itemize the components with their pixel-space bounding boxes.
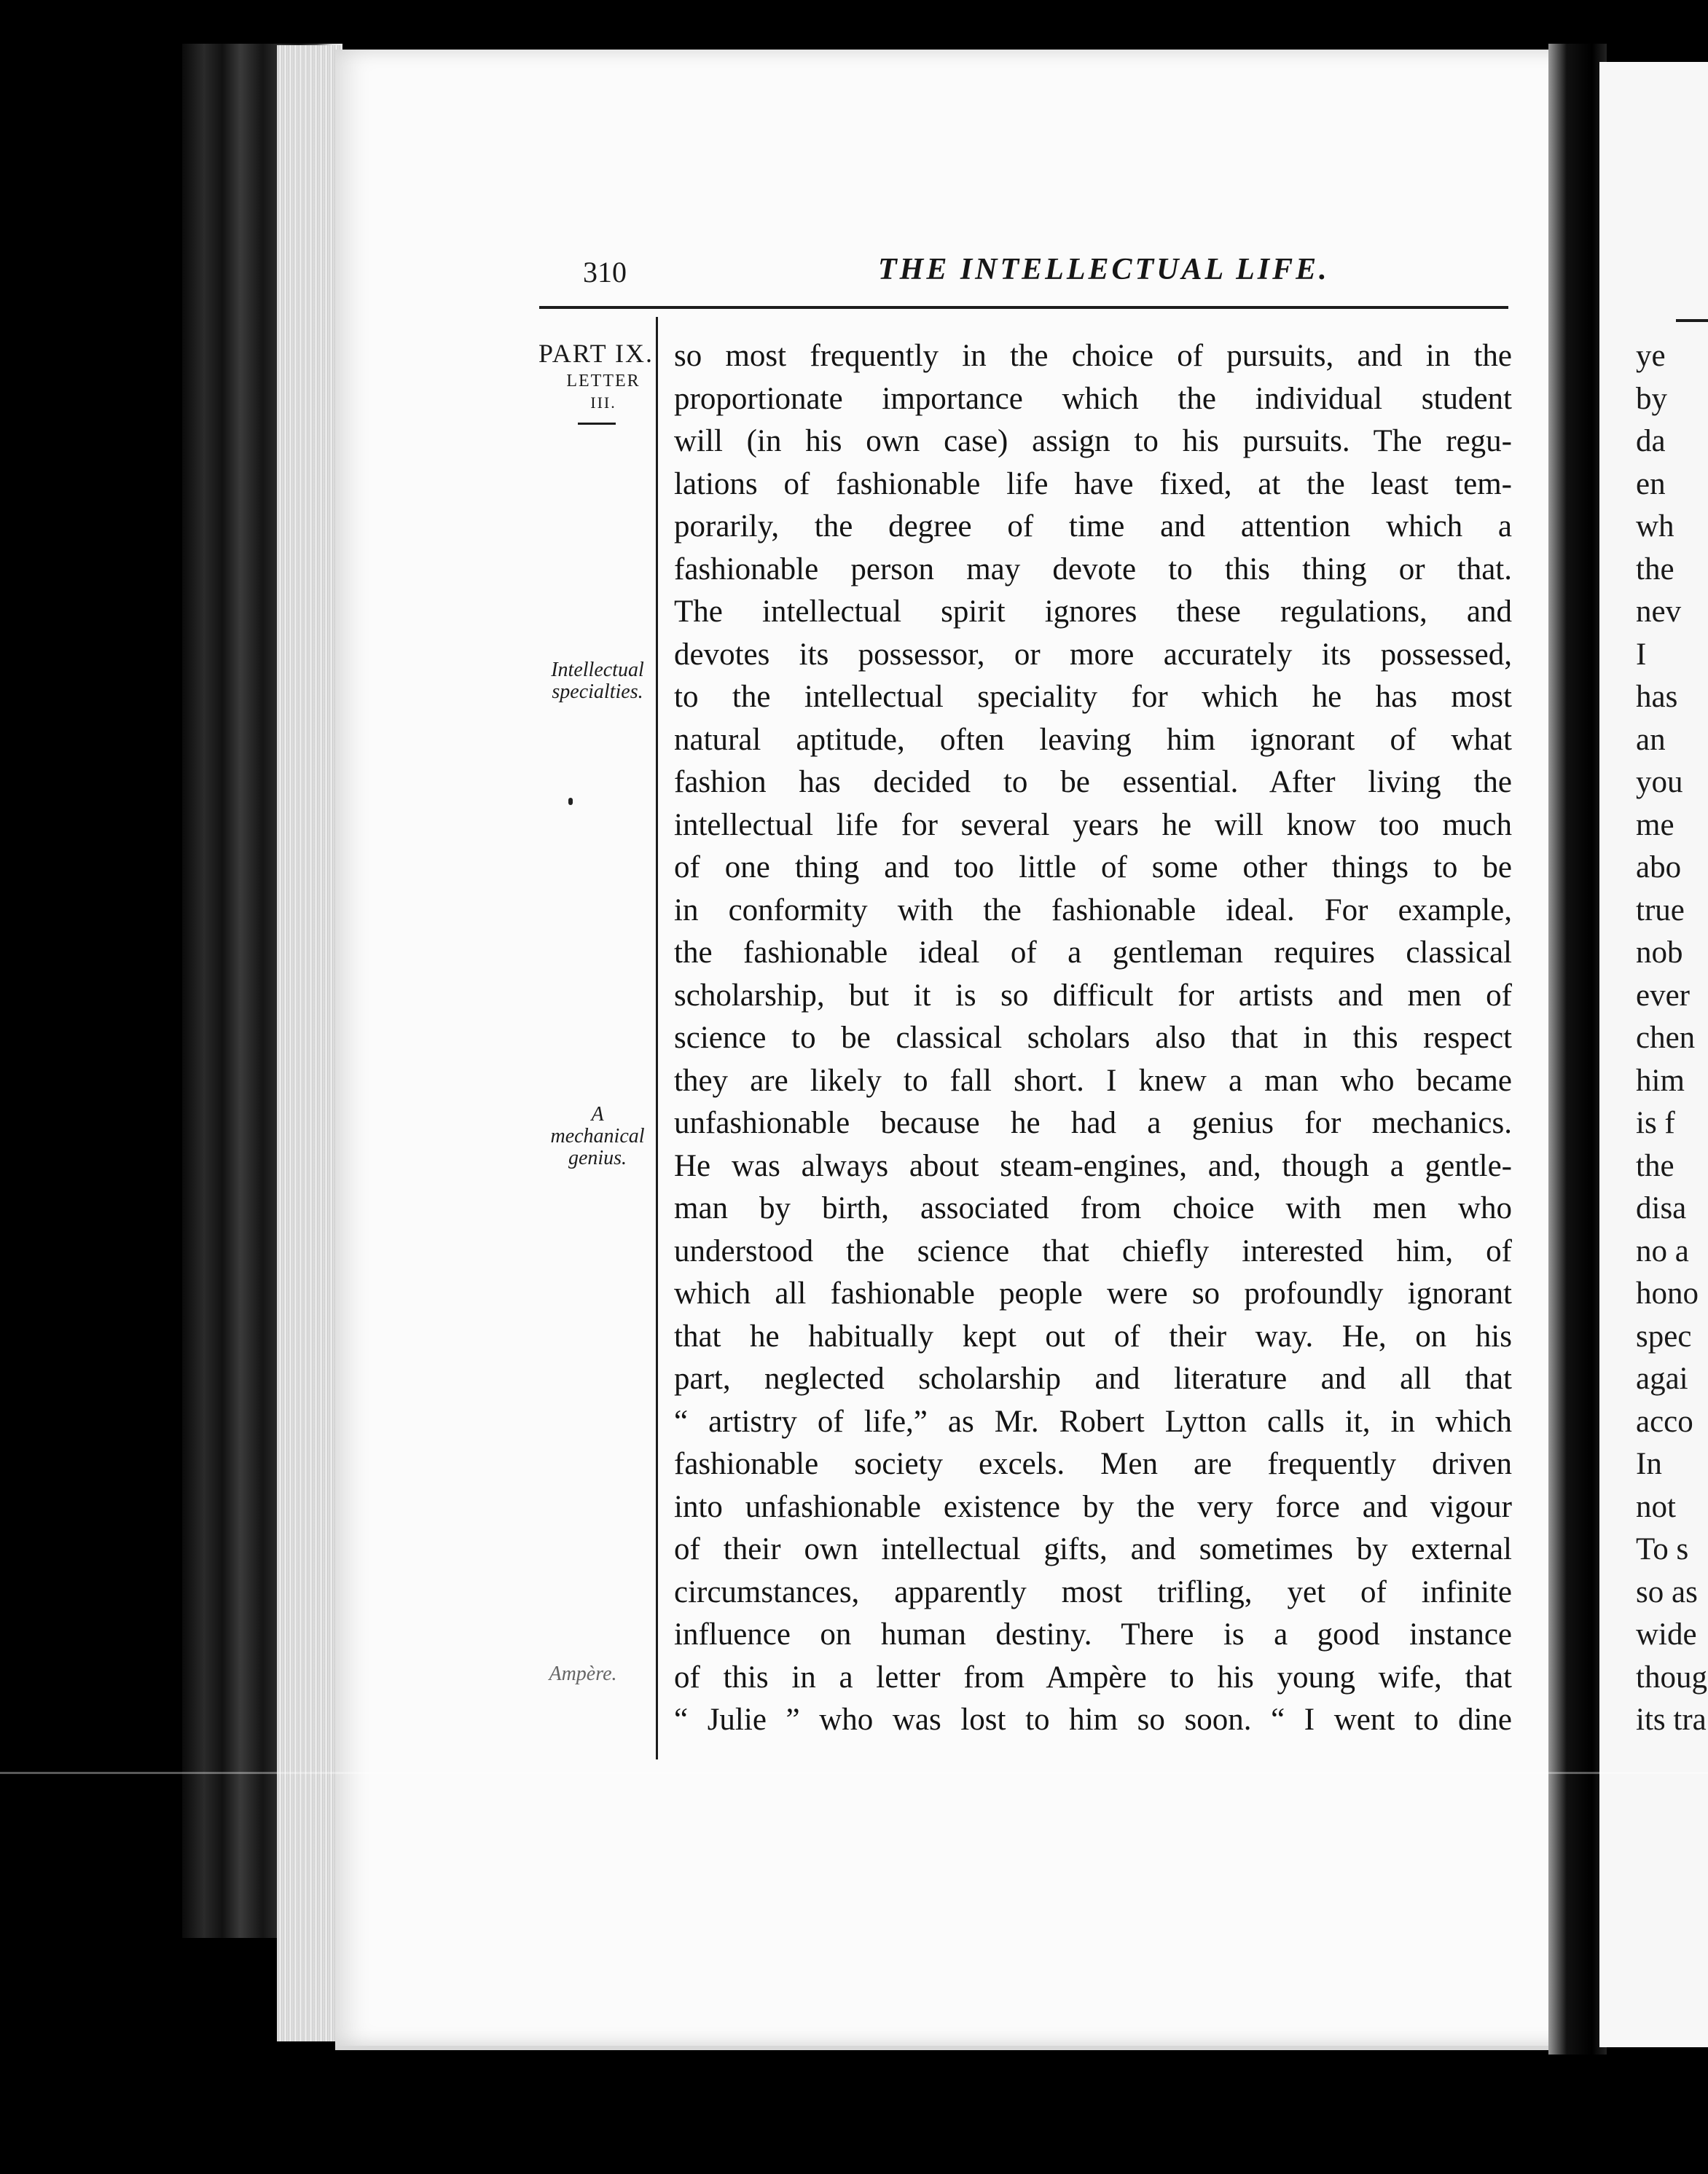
body-line: “ Julie ” who was lost to him so soon. “ I went to dine [674, 1703, 1512, 1737]
facing-page-line: en [1636, 466, 1666, 501]
header-rule [539, 306, 1508, 309]
body-line: natural aptitude, often leaving him ignorant of what [674, 722, 1512, 757]
body-line: unfashionable because he had a genius for mechanics. [674, 1106, 1512, 1140]
body-line: science to be classical scholars also that in this respect [674, 1021, 1512, 1055]
sidenote-intellectual-specialties: Intellectual specialties. [551, 659, 644, 703]
body-line: man by birth, associated from choice with men who [674, 1191, 1512, 1225]
facing-page-line: agai [1636, 1362, 1688, 1396]
body-line: the fashionable ideal of a gentleman requires classical [674, 935, 1512, 970]
facing-page-line: him [1636, 1063, 1685, 1098]
body-line: of this in a letter from Ampère to his young wife, that [674, 1660, 1512, 1695]
body-line: intellectual life for several years he will know too much [674, 807, 1512, 842]
facing-page-line: true [1636, 892, 1685, 927]
book-gutter [1548, 44, 1607, 2055]
body-line: will (in his own case) assign to his pursuits. The regu- [674, 424, 1512, 458]
facing-page-line: To s [1636, 1532, 1689, 1566]
facing-page-text [1636, 335, 1708, 1742]
facing-page-line: no a [1636, 1233, 1689, 1268]
sidenote-ampere: Ampère. [549, 1663, 617, 1685]
facing-page-line: In [1636, 1447, 1662, 1481]
facing-page-line: disa [1636, 1191, 1687, 1225]
facing-page-line: ever [1636, 978, 1690, 1013]
facing-page-line: spec [1636, 1319, 1692, 1354]
page-stack-edge [277, 45, 342, 2041]
facing-page-line: the [1636, 1148, 1674, 1183]
facing-page-line: has [1636, 680, 1678, 714]
facing-page-rule [1676, 319, 1708, 322]
facing-page-line: nev [1636, 594, 1682, 629]
facing-page-line: so as [1636, 1574, 1698, 1609]
body-line: into unfashionable existence by the very force and vigour [674, 1489, 1512, 1524]
body-line: devotes its possessor, or more accurately its possessed, [674, 637, 1512, 672]
scan-streak [0, 1772, 1708, 1774]
body-line: The intellectual spirit ignores these regulations, and [674, 594, 1512, 629]
facing-page-line: ye [1636, 339, 1666, 373]
body-line: fashionable person may devote to this thing or that. [674, 552, 1512, 586]
ink-speck [568, 798, 573, 805]
facing-page-line: acco [1636, 1404, 1693, 1439]
body-line: proportionate importance which the individual student [674, 381, 1512, 416]
facing-page-line: abo [1636, 850, 1682, 884]
sidenote-mechanical-genius: A mechanical genius. [550, 1103, 645, 1169]
facing-page-line: by [1636, 381, 1667, 416]
body-line: of their own intellectual gifts, and sometimes by external [674, 1532, 1512, 1566]
page-number: 310 [583, 256, 627, 289]
body-line: influence on human destiny. There is a good instance [674, 1617, 1512, 1652]
body-line: of one thing and too little of some other things to be [674, 850, 1512, 884]
letter-label: LETTER [566, 372, 640, 391]
facing-page-line: an [1636, 722, 1666, 757]
facing-page-line: you [1636, 765, 1683, 799]
body-line: that he habitually kept out of their way. He, on his [674, 1319, 1512, 1354]
body-line: part, neglected scholarship and literature and all that [674, 1362, 1512, 1396]
facing-page-line: not [1636, 1489, 1676, 1524]
part-rule [578, 423, 616, 425]
body-line: He was always about steam-engines, and, though a gentle- [674, 1148, 1512, 1183]
facing-page-line: I [1636, 637, 1647, 672]
body-line: “ artistry of life,” as Mr. Robert Lytton calls it, in which [674, 1404, 1512, 1439]
facing-page-line: wh [1636, 509, 1674, 544]
facing-page-line: nob [1636, 935, 1683, 970]
facing-page-line: da [1636, 424, 1666, 458]
column-rule [656, 317, 658, 1759]
body-line: fashionable society excels. Men are frequently driven [674, 1447, 1512, 1481]
body-line: porarily, the degree of time and attention which a [674, 509, 1512, 544]
facing-page-line: is f [1636, 1106, 1675, 1140]
running-title: THE INTELLECTUAL LIFE. [878, 253, 1330, 286]
letter-number: III. [590, 393, 616, 412]
facing-page-line: chen [1636, 1021, 1696, 1055]
body-line: which all fashionable people were so profoundly ignorant [674, 1276, 1512, 1311]
body-line: to the intellectual speciality for which he has most [674, 680, 1512, 714]
body-line: they are likely to fall short. I knew a man who became [674, 1063, 1512, 1098]
facing-page-line: thoug [1636, 1660, 1707, 1695]
body-line: circumstances, apparently most trifling, yet of infinite [674, 1574, 1512, 1609]
facing-page-line: me [1636, 807, 1674, 842]
facing-page-line: hono [1636, 1276, 1699, 1311]
body-line: understood the science that chiefly interested him, of [674, 1233, 1512, 1268]
part-label: PART IX. [538, 339, 654, 368]
body-line: lations of fashionable life have fixed, at the least tem- [674, 466, 1512, 501]
body-line: scholarship, but it is so difficult for artists and men of [674, 978, 1512, 1013]
body-line: in conformity with the fashionable ideal. For example, [674, 892, 1512, 927]
facing-page-line: wide [1636, 1617, 1697, 1652]
body-line: fashion has decided to be essential. After living the [674, 765, 1512, 799]
body-line: so most frequently in the choice of pursuits, and in the [674, 339, 1512, 373]
facing-page-line: the [1636, 552, 1674, 586]
facing-page-line: its tra [1636, 1703, 1707, 1737]
body-text [674, 335, 1512, 1742]
